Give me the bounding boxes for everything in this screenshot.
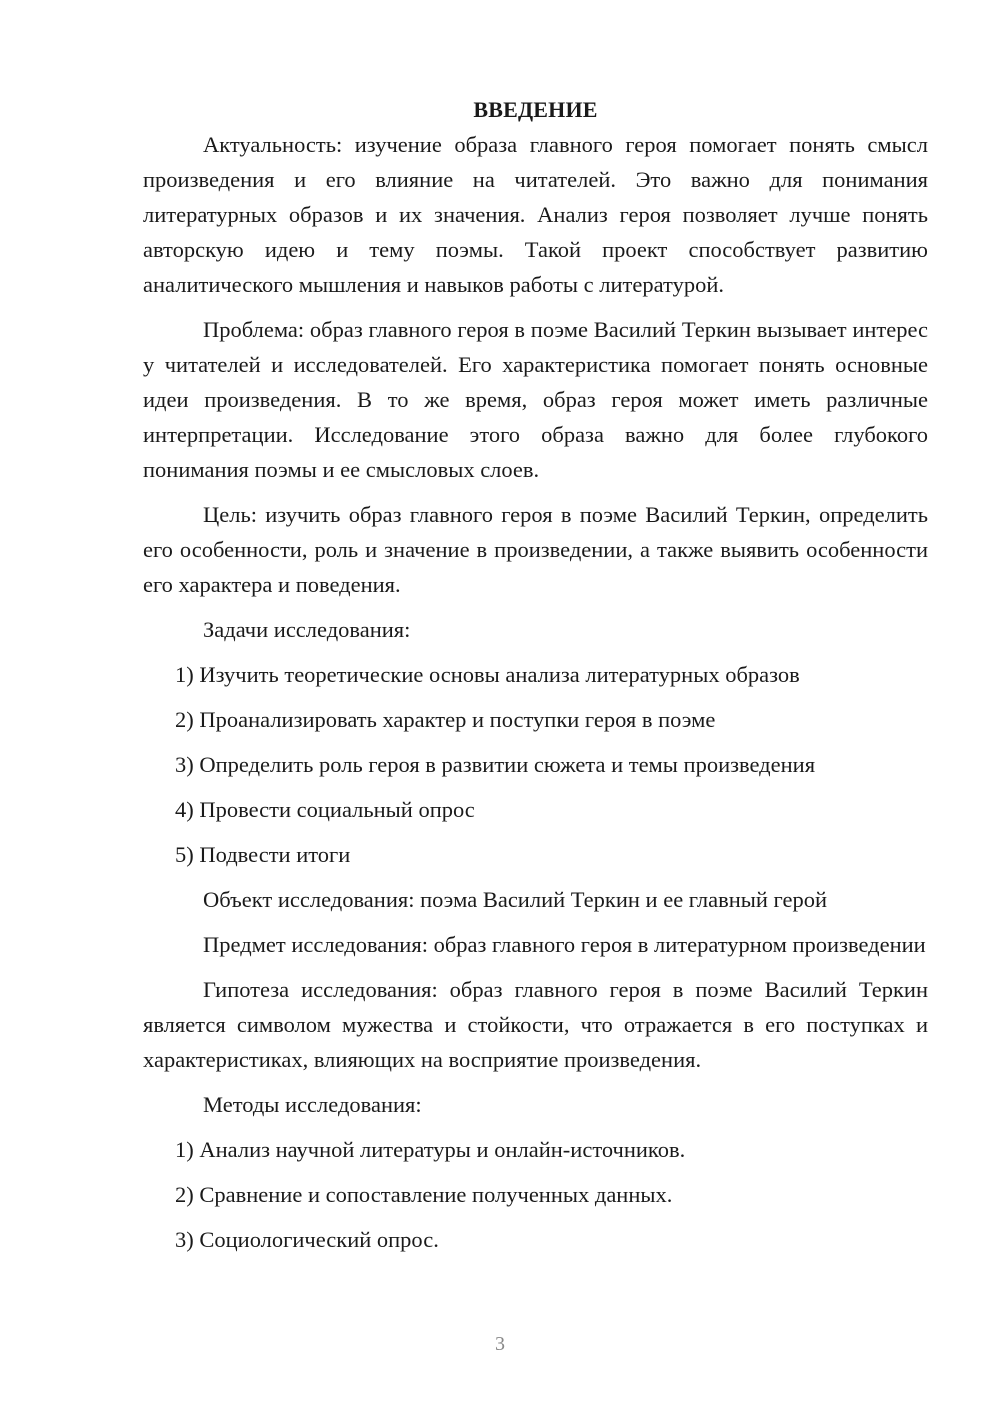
tasks-heading: Задачи исследования: <box>203 617 411 642</box>
task-item: 3) Определить роль героя в развитии сюжета и темы произведения <box>175 752 816 777</box>
problem-paragraph: Проблема: образ главного героя в поэме Василий Теркин вызывает интерес у читателей и исследователей. Его характеристика помогает понять основные идеи произведения. В то же время, образ героя может иметь различные интерпретации. Исследование этого образа важно для более глубокого понимания поэмы и ее смысловых слоев. <box>143 317 928 482</box>
method-item: 2) Сравнение и сопоставление полученных данных. <box>175 1182 673 1207</box>
hypothesis-paragraph: Гипотеза исследования: образ главного героя в поэме Василий Теркин является символом мужества и стойкости, что отражается в его поступках и характеристиках, влияющих на восприятие произведения. <box>143 977 928 1072</box>
task-item: 1) Изучить теоретические основы анализа литературных образов <box>175 662 800 687</box>
object-paragraph: Объект исследования: поэма Василий Теркин и ее главный герой <box>203 887 828 912</box>
section-title: ВВЕДЕНИЕ <box>473 97 598 122</box>
page-number: 3 <box>495 1333 505 1355</box>
tasks-list <box>143 657 928 872</box>
methods-list <box>143 1132 928 1257</box>
task-item: 2) Проанализировать характер и поступки героя в поэме <box>175 707 716 732</box>
methods-heading: Методы исследования: <box>203 1092 422 1117</box>
method-item: 1) Анализ научной литературы и онлайн-источников. <box>175 1137 686 1162</box>
page-content <box>143 92 928 1267</box>
method-item: 3) Социологический опрос. <box>175 1227 439 1252</box>
subject-paragraph: Предмет исследования: образ главного героя в литературном произведении <box>203 932 926 957</box>
goal-paragraph: Цель: изучить образ главного героя в поэме Василий Теркин, определить его особенности, роль и значение в произведении, а также выявить особенности его характера и поведения. <box>143 502 928 597</box>
task-item: 5) Подвести итоги <box>175 842 351 867</box>
task-item: 4) Провести социальный опрос <box>175 797 475 822</box>
relevance-paragraph: Актуальность: изучение образа главного героя помогает понять смысл произведения и его влияние на читателей. Это важно для понимания литературных образов и их значения. Анализ героя позволяет лучше понять авторскую идею и тему поэмы. Такой проект способствует развитию аналитического мышления и навыков работы с литературой. <box>143 132 928 297</box>
